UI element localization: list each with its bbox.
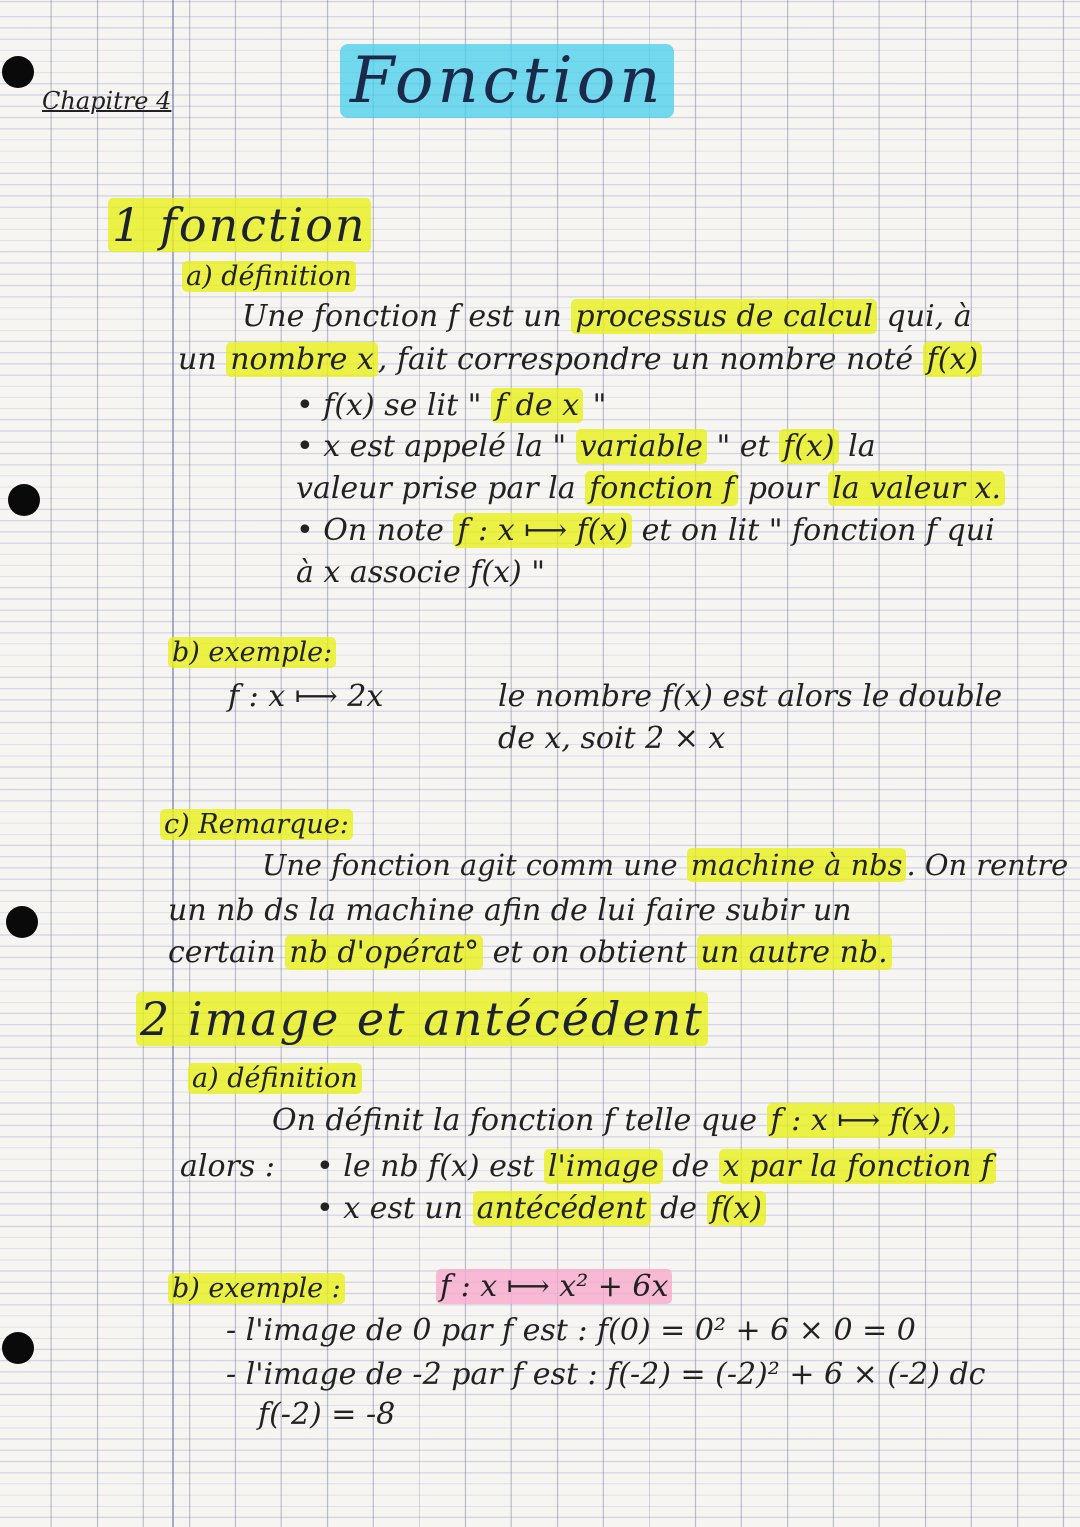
- remark-line-2: un nb ds la machine afin de lui faire subir un: [168, 893, 852, 928]
- punch-hole-lower-middle: [6, 906, 38, 938]
- punch-hole-bottom: [2, 1332, 34, 1364]
- section-1-heading-text: 1 fonction: [108, 198, 371, 252]
- alors-label: alors :: [180, 1149, 275, 1184]
- text-part: • x est appelé la ": [296, 429, 576, 464]
- page-title: [340, 46, 674, 116]
- text-part: qui, à: [877, 299, 972, 334]
- definition-label: [182, 262, 356, 292]
- section-2-example-label-text: b) exemple :: [168, 1273, 345, 1304]
- text-part: • le nb f(x) est: [316, 1149, 544, 1184]
- highlight-other-number: un autre nb.: [697, 935, 892, 970]
- section-2-def-line-1: [272, 1104, 955, 1137]
- remark-line-1: [262, 850, 1068, 882]
- text-part: • x est un: [316, 1191, 473, 1226]
- section-2-example-label: [168, 1274, 345, 1304]
- example-image-line-1: - l'image de 0 par f est : f(0) = 0² + 6 × 0 = 0: [226, 1313, 916, 1348]
- chapter-label: Chapitre 4: [42, 87, 172, 115]
- text-part: certain: [168, 935, 286, 970]
- section-2-def-bullet-1: [316, 1150, 996, 1183]
- remark-label: [160, 810, 353, 840]
- section-2-def-bullet-2: [316, 1192, 766, 1225]
- text-part: et on lit " fonction f qui: [632, 513, 995, 548]
- text-part: . On rentre: [906, 848, 1069, 882]
- text-part: de: [662, 1149, 719, 1184]
- example-image-line-3: f(-2) = -8: [258, 1397, 396, 1432]
- remark-line-3: [168, 936, 892, 969]
- highlight-process: processus de calcul: [571, 299, 877, 334]
- highlight-antecedent: antécédent: [473, 1191, 651, 1226]
- remark-label-text: c) Remarque:: [160, 809, 353, 840]
- example-text-1: le nombre f(x) est alors le double: [498, 679, 1003, 714]
- text-part: ": [583, 388, 607, 423]
- text-part: valeur prise par la: [296, 471, 586, 506]
- highlight-x-by-function: x par la fonction f: [719, 1149, 996, 1184]
- text-part: • f(x) se lit ": [296, 388, 491, 423]
- text-part: Une fonction agit comm une: [262, 848, 687, 882]
- section-2-definition-label-text: a) définition: [188, 1063, 362, 1094]
- text-part: de: [650, 1191, 707, 1226]
- highlight-notation: f : x ⟼ f(x): [453, 513, 632, 548]
- definition-line-5: [296, 472, 1005, 505]
- highlight-image: l'image: [544, 1149, 663, 1184]
- highlight-fx: f(x): [923, 342, 982, 377]
- highlight-operations: nb d'opérat°: [285, 935, 483, 970]
- text-part: On définit la fonction f telle que: [272, 1103, 767, 1138]
- text-part: et on obtient: [483, 935, 697, 970]
- text-part: • On note: [296, 513, 454, 548]
- punch-hole-upper-middle: [8, 484, 40, 516]
- example-image-line-2: - l'image de -2 par f est : f(-2) = (-2)² + 6 × (-2) dc: [226, 1357, 986, 1392]
- definition-line-7: à x associe f(x) ": [296, 555, 546, 590]
- definition-bullet-3: [296, 514, 995, 547]
- text-part: Une fonction f est un: [242, 299, 572, 334]
- section-2-heading-text: 2 image et antécédent: [136, 992, 708, 1046]
- section-2-heading: [136, 994, 708, 1045]
- section-2-example-formula-text: f : x ⟼ x² + 6x: [436, 1269, 672, 1304]
- highlight-f-de-x: f de x: [491, 388, 583, 423]
- highlight-notation: f : x ⟼ f(x),: [767, 1103, 955, 1138]
- definition-label-text: a) définition: [182, 261, 356, 292]
- highlight-number-x: nombre x: [226, 342, 378, 377]
- punch-hole-top: [2, 56, 34, 88]
- highlight-fx: f(x): [707, 1191, 766, 1226]
- text-part: pour: [738, 471, 829, 506]
- example-formula: f : x ⟼ 2x: [228, 679, 384, 714]
- text-part: , fait correspondre un nombre noté: [377, 342, 923, 377]
- section-1-heading: [108, 200, 371, 251]
- example-text-2: de x, soit 2 × x: [498, 721, 726, 756]
- section-2-example-formula: [436, 1270, 672, 1303]
- example-label-text: b) exemple:: [168, 637, 336, 668]
- highlight-variable: variable: [576, 429, 707, 464]
- highlight-value-x: la valeur x.: [828, 471, 1005, 506]
- definition-line-2: [178, 343, 982, 376]
- text-part: " et: [706, 429, 780, 464]
- text-part: un: [178, 342, 227, 377]
- definition-bullet-1: [296, 389, 606, 422]
- highlight-fx: f(x): [779, 429, 838, 464]
- section-2-definition-label: [188, 1064, 362, 1094]
- highlight-machine: machine à nbs: [687, 848, 907, 882]
- text-part: la: [838, 429, 876, 464]
- page-title-text: Fonction: [340, 44, 674, 118]
- definition-line-1: [242, 300, 972, 333]
- example-label: [168, 638, 336, 668]
- definition-bullet-2: [296, 430, 876, 463]
- highlight-function-f: fonction f: [585, 471, 738, 506]
